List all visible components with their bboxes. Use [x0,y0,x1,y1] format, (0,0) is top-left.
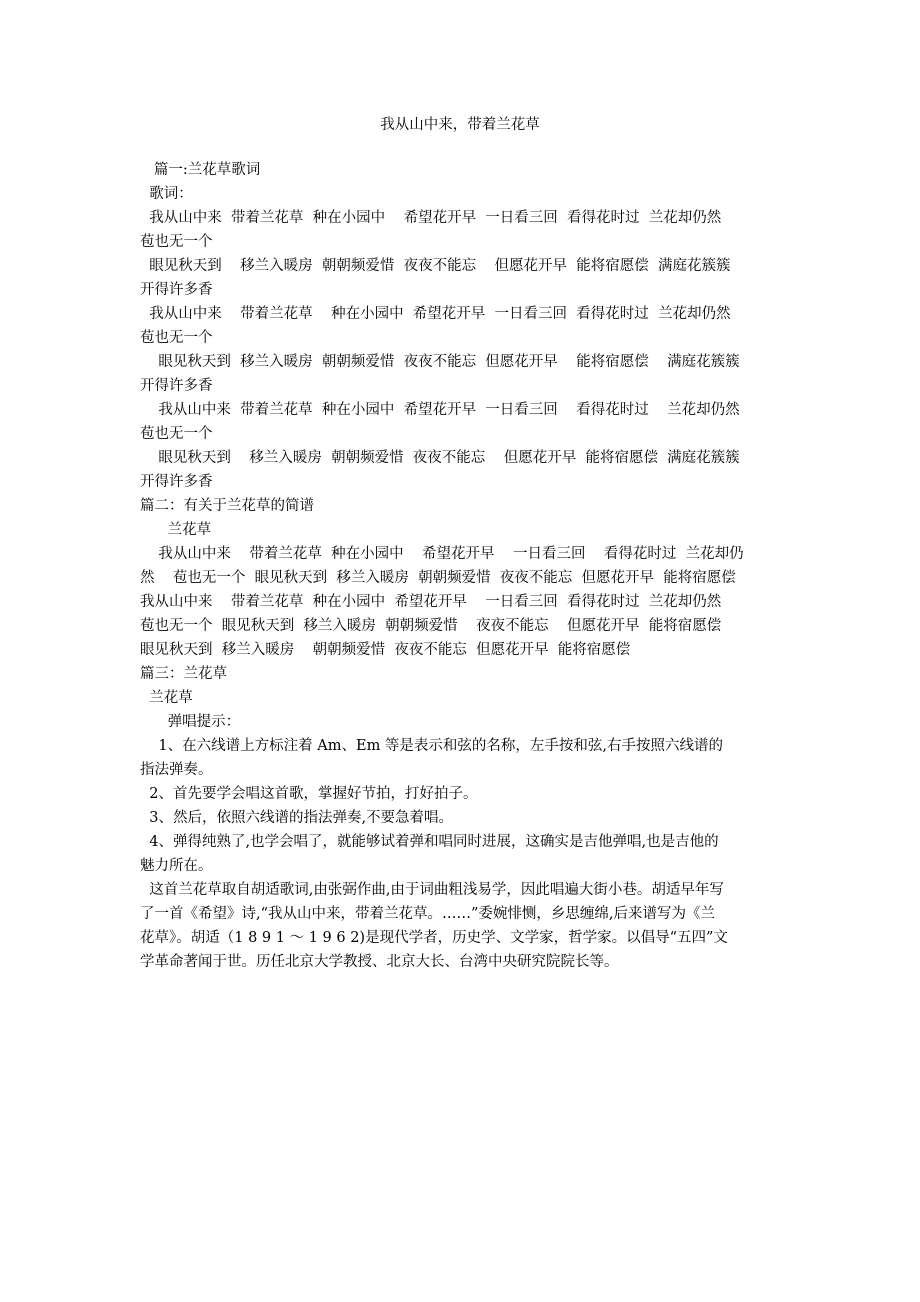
tip-item: 指法弹奏。 [140,762,213,778]
score-line: 我从山中来 带着兰花草 种在小园中 希望花开早 一日看三回 看得花时过 兰花却仍然 [140,594,722,610]
tip-item: 2、首先要学会唱这首歌，掌握好节拍，打好拍子。 [140,786,478,802]
closing-paragraph: 花草》。胡适（1 8 9 1 ～ 1 9 6 2)是现代学者，历史学、文学家，哲学家。以倡导“五四”文 [140,930,728,946]
section-heading-1: 篇一:兰花草歌词 [140,162,261,178]
lyrics-line: 眼见秋天到 移兰入暖房 朝朝频爱惜 夜夜不能忘 但愿花开早 能将宿愿偿 满庭花簇簇 [140,450,740,466]
lyrics-line: 我从山中来 带着兰花草 种在小园中 希望花开早 一日看三回 看得花时过 兰花却仍然 [140,306,731,322]
lyrics-line: 苞也无一个 [140,234,213,250]
song-title: 兰花草 [140,522,212,538]
closing-paragraph: 了一首《希望》诗,“我从山中来，带着兰花草。……”委婉悱恻，乡思缠绵,后来谱写为《兰 [140,906,716,922]
section-heading-2: 篇二：有关于兰花草的简谱 [140,498,314,514]
lyrics-line: 开得许多香 [140,474,213,490]
lyrics-line: 苞也无一个 [140,426,213,442]
score-line: 我从山中来 带着兰花草 种在小园中 希望花开早 一日看三回 看得花时过 兰花却仍 [140,546,744,562]
lyrics-label: 歌词： [140,186,193,202]
score-line: 眼见秋天到 移兰入暖房 朝朝频爱惜 夜夜不能忘 但愿花开早 能将宿愿偿 [140,642,631,658]
tip-item: 1、在六线谱上方标注着 Am、Em 等是表示和弦的名称，左手按和弦,右手按照六线谱的 [140,738,724,754]
document-title: 我从山中来，带着兰花草 [380,117,540,133]
closing-paragraph: 这首兰花草取自胡适歌词,由张弼作曲,由于词曲粗浅易学，因此唱遍大街小巷。胡适早年写 [140,882,724,898]
lyrics-line: 开得许多香 [140,282,213,298]
tip-item: 魅力所在。 [140,858,213,874]
lyrics-line: 苞也无一个 [140,330,213,346]
tip-item: 3、然后，依照六线谱的指法弹奏,不要急着唱。 [140,810,454,826]
section-heading-3: 篇三：兰花草 [140,666,227,682]
document-body [140,158,790,974]
lyrics-line: 眼见秋天到 移兰入暖房 朝朝频爱惜 夜夜不能忘 但愿花开早 能将宿愿偿 满庭花簇簇 [140,258,731,274]
score-line: 苞也无一个 眼见秋天到 移兰入暖房 朝朝频爱惜 夜夜不能忘 但愿花开早 能将宿愿偿 [140,618,722,634]
lyrics-line: 我从山中来 带着兰花草 种在小园中 希望花开早 一日看三回 看得花时过 兰花却仍然 [140,402,740,418]
lyrics-line: 我从山中来 带着兰花草 种在小园中 希望花开早 一日看三回 看得花时过 兰花却仍然 [140,210,722,226]
lyrics-line: 眼见秋天到 移兰入暖房 朝朝频爱惜 夜夜不能忘 但愿花开早 能将宿愿偿 满庭花簇簇 [140,354,740,370]
song-title: 兰花草 [140,690,193,706]
closing-paragraph: 学革命著闻于世。历任北京大学教授、北京大长、台湾中央研究院院长等。 [140,954,619,970]
tip-item: 4、弹得纯熟了,也学会唱了，就能够试着弹和唱同时进展，这确实是吉他弹唱,也是吉他的 [140,834,719,850]
tips-heading: 弹唱提示： [140,714,241,730]
lyrics-line: 开得许多香 [140,378,213,394]
score-line: 然 苞也无一个 眼见秋天到 移兰入暖房 朝朝频爱惜 夜夜不能忘 但愿花开早 能将宿愿偿 [140,570,736,586]
